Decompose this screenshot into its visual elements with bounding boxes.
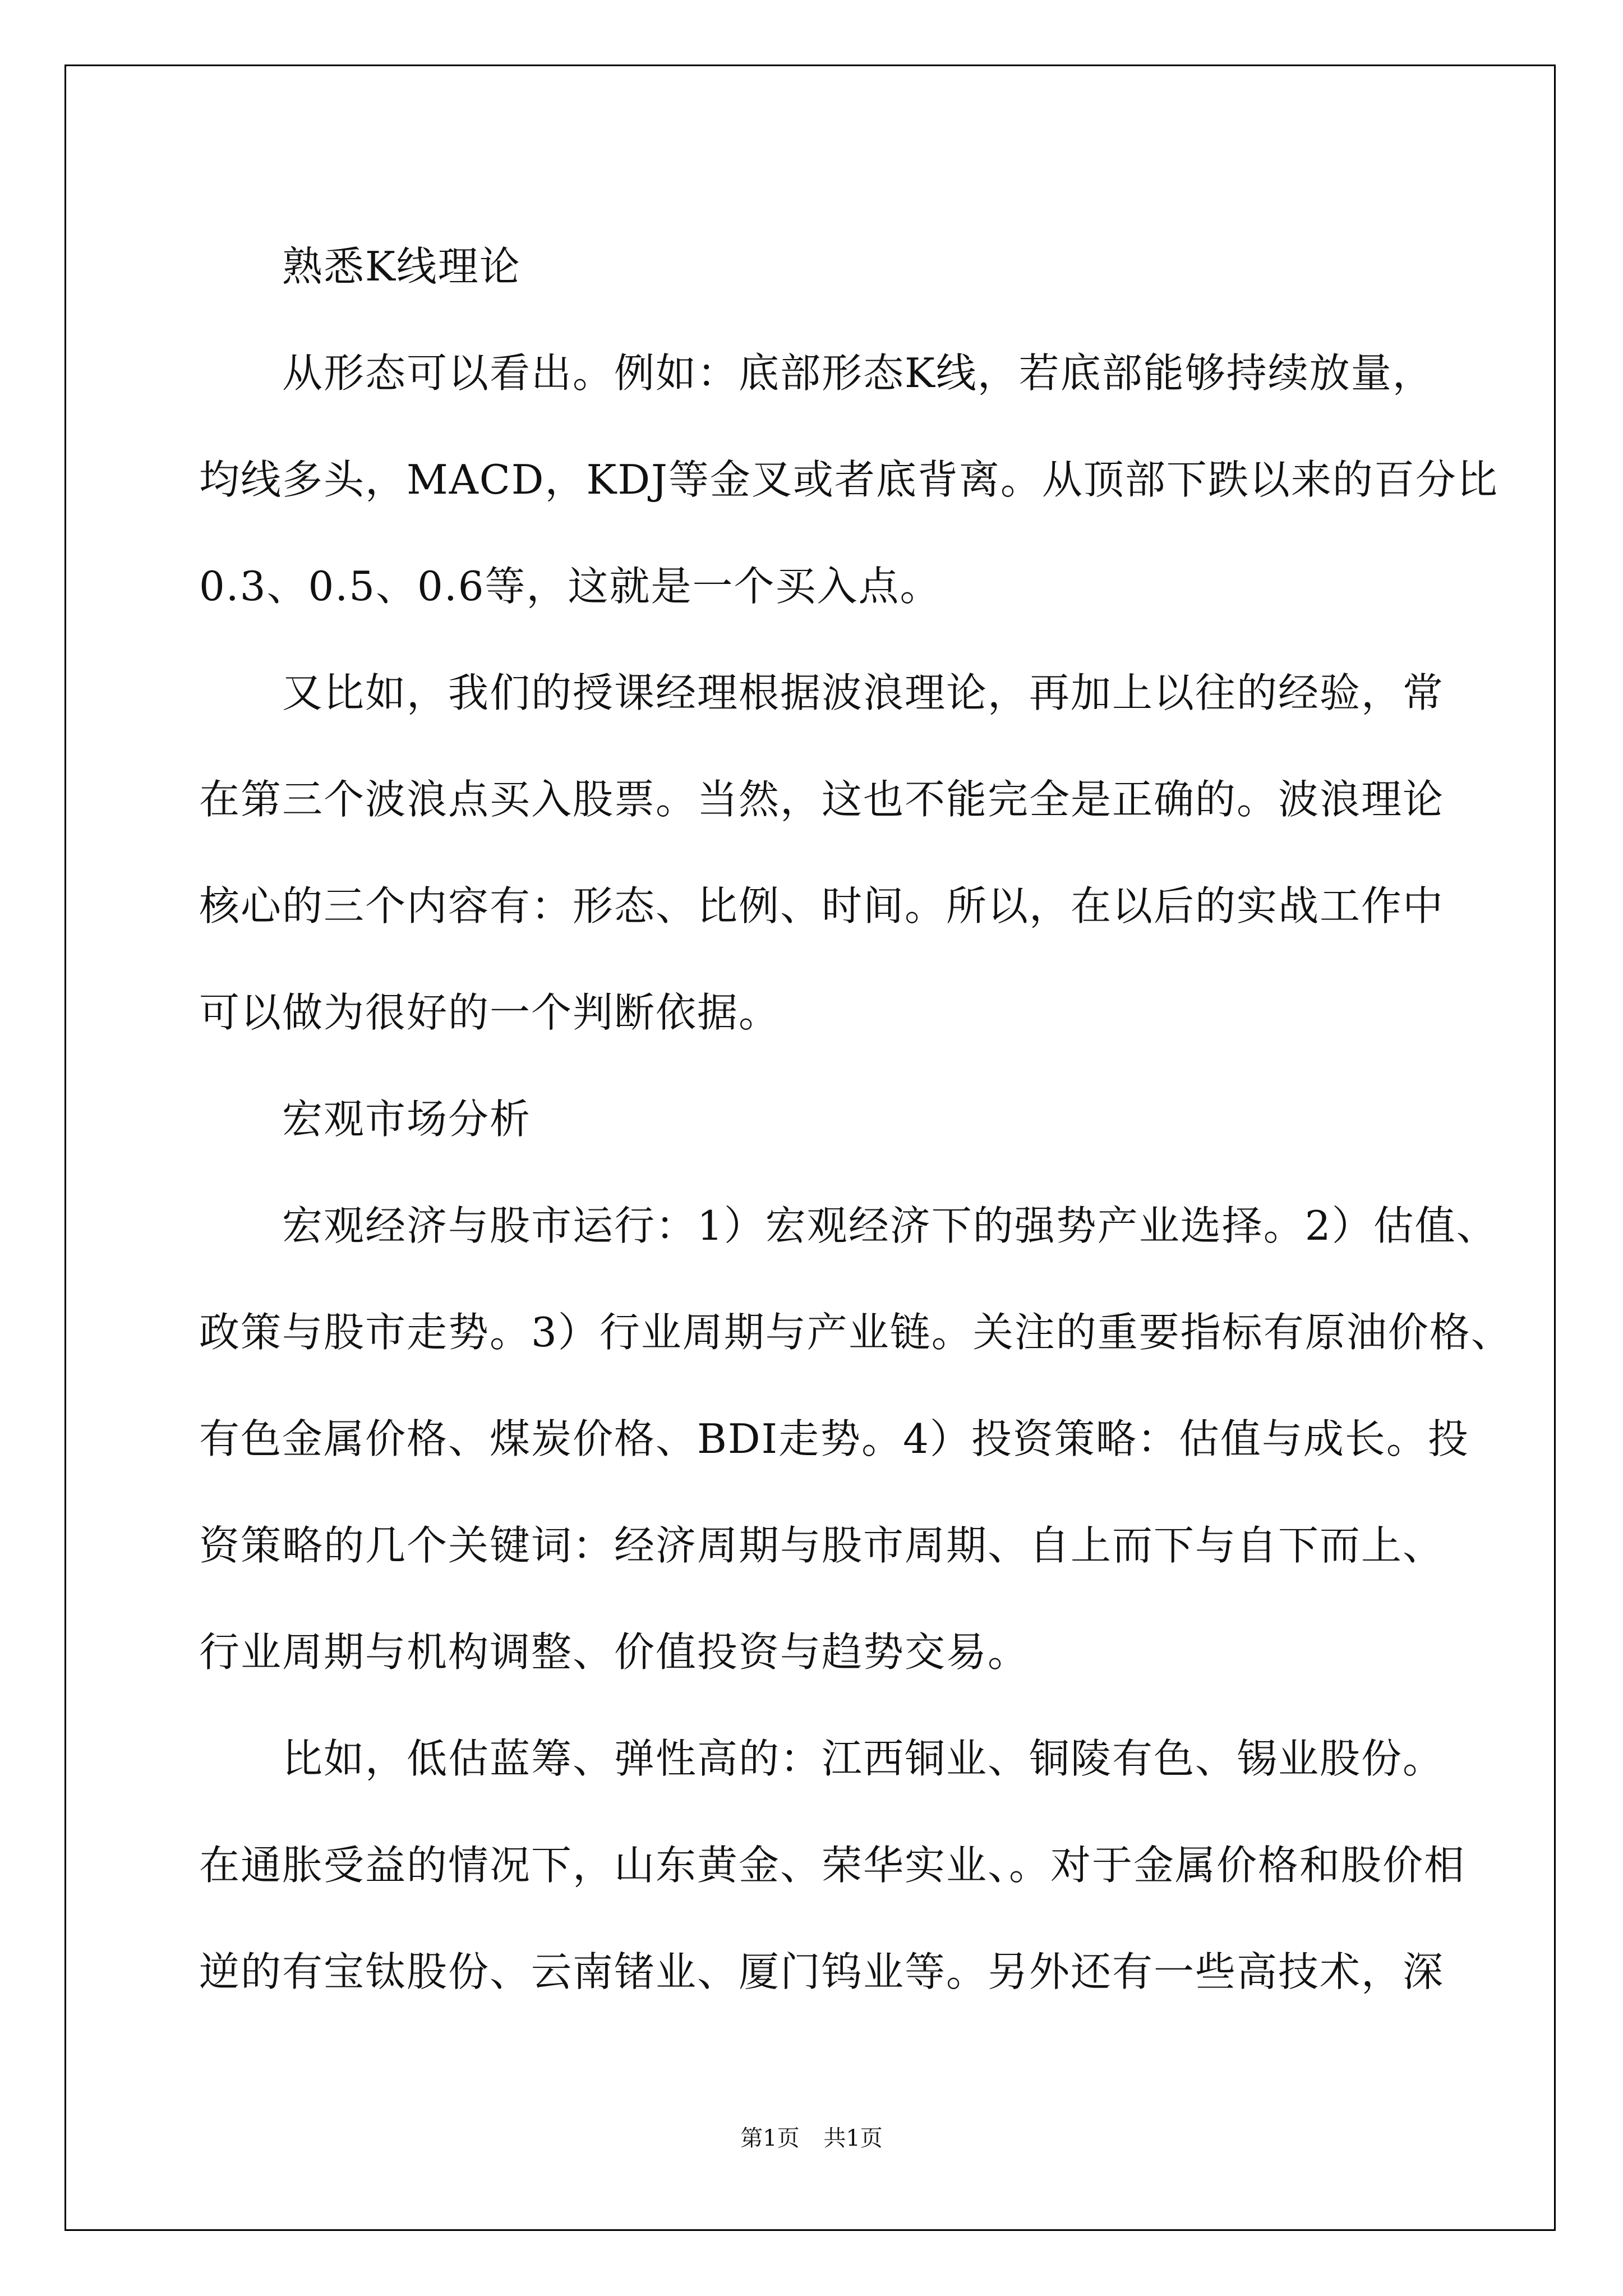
text-line: 行业周期与机构调整、价值投资与趋势交易。	[199, 1628, 1030, 1676]
text-line: 核心的三个内容有：形态、比例、时间。所以，在以后的实战工作中	[199, 882, 1445, 930]
page-total: 共1页	[823, 2125, 883, 2151]
text-line: 在通胀受益的情况下，山东黄金、荣华实业、。对于金属价格和股价相	[199, 1842, 1466, 1889]
heading-k-line-theory: 熟悉K线理论	[199, 243, 521, 290]
text-line: 比如，低估蓝筹、弹性高的：江西铜业、铜陵有色、锡业股份。	[199, 1735, 1445, 1782]
page-footer	[0, 2120, 1623, 2152]
text-line: 资策略的几个关键词：经济周期与股市周期、自上而下与自下而上、	[199, 1522, 1445, 1569]
text-line: 有色金属价格、煤炭价格、BDI走势。4）投资策略：估值与成长。投	[199, 1415, 1469, 1462]
text-line: 在第三个波浪点买入股票。当然，这也不能完全是正确的。波浪理论	[199, 776, 1445, 823]
text-line: 0.3、0.5、0.6等，这就是一个买入点。	[199, 563, 942, 610]
text-line: 逆的有宝钛股份、云南锗业、厦门钨业等。另外还有一些高技术，深	[199, 1948, 1445, 1995]
heading-macro-market-analysis: 宏观市场分析	[199, 1096, 532, 1143]
text-line: 可以做为很好的一个判断依据。	[199, 989, 781, 1036]
text-line: 宏观经济与股市运行：1）宏观经济下的强势产业选择。2）估值、	[199, 1202, 1498, 1249]
page-number: 第1页	[740, 2125, 800, 2151]
text-line: 政策与股市走势。3）行业周期与产业链。关注的重要指标有原油价格、	[199, 1309, 1513, 1356]
text-line: 又比如，我们的授课经理根据波浪理论，再加上以往的经验，常	[199, 669, 1445, 716]
document-body	[199, 213, 1513, 2025]
text-line: 从形态可以看出。例如：底部形态K线，若底部能够持续放量，	[199, 349, 1434, 397]
text-line: 均线多头，MACD，KDJ等金叉或者底背离。从顶部下跌以来的百分比	[199, 456, 1498, 503]
